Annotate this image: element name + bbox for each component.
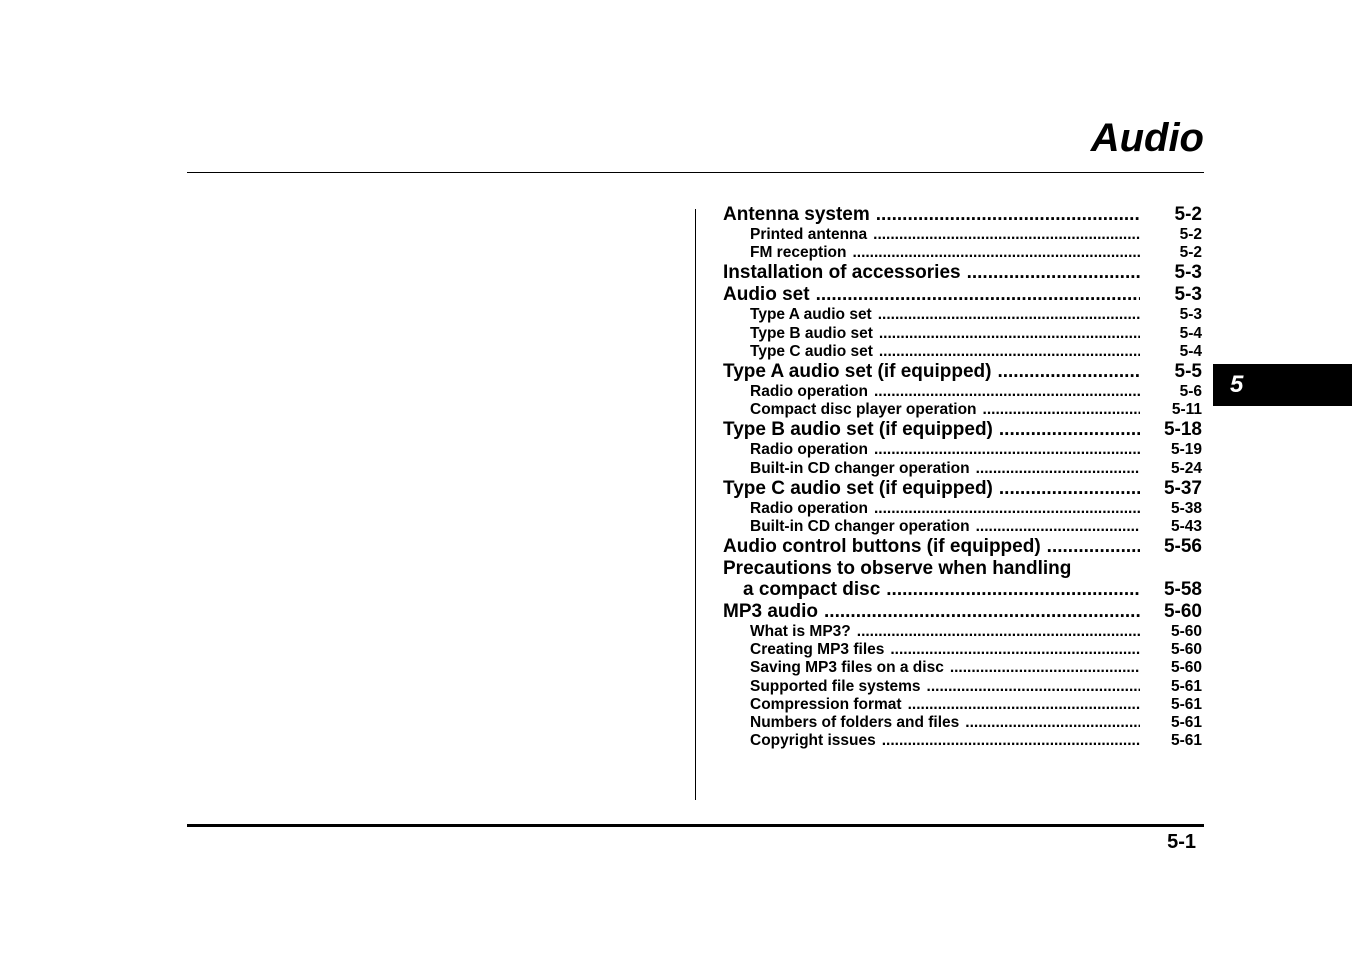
toc-entry-title: Radio operation [750,382,868,400]
toc-entry-title: Type C audio set (if equipped) [723,477,993,499]
toc-entry[interactable] [723,226,1203,244]
toc-leader-dots [872,306,1140,324]
toc-entry-page: 5-60 [1163,601,1202,623]
toc-entry[interactable] [723,419,1203,441]
toc-entry-title: Copyright issues [750,732,876,750]
toc-entry[interactable] [723,536,1203,558]
toc-entry-title: Numbers of folders and files [750,714,960,731]
toc-entry-page: 5-4 [1179,324,1202,342]
toc-entry[interactable] [723,678,1203,696]
toc-entry[interactable] [723,460,1203,478]
toc-leader-dots [867,226,1140,244]
toc-entry-page: 5-38 [1170,499,1202,517]
toc-entry[interactable] [723,500,1203,518]
toc-leader-dots [868,441,1140,459]
toc-entry[interactable] [723,623,1203,641]
toc-entry[interactable] [723,601,1203,623]
toc-leader-dots [902,696,1140,714]
toc-entry-page: 5-6 [1179,382,1202,400]
toc-entry[interactable] [723,696,1203,714]
toc-entry-title: Precautions to observe when handling [723,558,1072,580]
toc-entry-title: a compact disc [743,579,881,601]
toc-leader-dots [977,401,1140,419]
toc-entry-page: 5-18 [1163,419,1202,441]
toc-entry-page: 5-61 [1170,714,1202,731]
toc-leader-dots [961,262,1140,284]
toc-entry-title: Type A audio set [750,306,872,324]
toc-entry-page: 5-43 [1170,517,1202,535]
toc-entry[interactable] [723,641,1203,659]
toc-leader-dots [870,204,1140,226]
toc-entry-title: Type A audio set (if equipped) [723,360,992,382]
toc-entry-page: 5-3 [1174,262,1202,284]
chapter-title: Audio [1090,116,1204,160]
toc-entry-title: Type B audio set (if equipped) [723,419,993,441]
toc-leader-dots [851,623,1140,641]
toc-entry-title: What is MP3? [750,623,851,641]
toc-entry-page: 5-61 [1170,732,1202,750]
toc-leader-dots [921,678,1140,696]
toc-entry-page: 5-2 [1174,204,1202,225]
toc-entry-page: 5-60 [1170,623,1202,641]
toc-entry-page: 5-60 [1170,641,1202,659]
toc-entry-title: FM reception [750,244,847,262]
toc-entry-title: Supported file systems [750,677,921,695]
toc-entry-page: 5-2 [1179,226,1202,243]
toc-entry-page: 5-4 [1179,342,1202,360]
toc-entry-page: 5-60 [1170,659,1202,677]
toc-leader-dots [970,460,1140,478]
top-rule [187,172,1204,173]
table-of-contents [723,204,1203,750]
toc-entry-title: Compression format [750,695,902,713]
toc-entry-page: 5-61 [1170,677,1202,695]
column-divider [695,209,696,800]
toc-entry[interactable] [723,244,1203,262]
toc-entry[interactable] [723,659,1203,677]
chapter-tab-number: 5 [1230,371,1244,398]
toc-leader-dots [876,732,1140,750]
toc-leader-dots [944,659,1140,677]
toc-entry-title: Type C audio set [750,342,873,360]
toc-entry-title: MP3 audio [723,601,819,623]
toc-leader-dots [1041,536,1140,558]
toc-entry[interactable] [723,361,1203,383]
toc-entry-page: 5-5 [1174,360,1202,382]
toc-entry-title: Installation of accessories [723,262,961,284]
toc-entry-page: 5-56 [1163,536,1202,558]
toc-entry[interactable] [723,383,1203,401]
toc-entry[interactable] [723,284,1203,306]
toc-leader-dots [970,518,1140,536]
toc-entry[interactable] [723,325,1203,343]
toc-entry[interactable] [723,204,1203,226]
toc-leader-dots [873,343,1140,361]
toc-entry-page: 5-2 [1179,244,1202,262]
toc-leader-dots [993,478,1140,500]
toc-leader-dots [818,601,1140,623]
toc-entry[interactable] [723,478,1203,500]
toc-entry-page: 5-58 [1163,579,1202,601]
toc-leader-dots [959,714,1140,732]
toc-entry-page: 5-37 [1163,477,1202,499]
toc-entry[interactable] [723,401,1203,419]
toc-entry-title: Built-in CD changer operation [750,517,970,535]
toc-entry-title: Compact disc player operation [750,401,977,419]
toc-entry[interactable] [723,714,1203,732]
toc-entry[interactable] [723,732,1203,750]
toc-leader-dots [880,579,1140,601]
toc-leader-dots [846,244,1140,262]
toc-entry-title: Radio operation [750,441,868,459]
toc-entry-page: 5-3 [1179,306,1202,324]
toc-leader-dots [868,500,1140,518]
toc-entry-title: Antenna system [723,204,870,225]
page-number: 5-1 [1167,831,1196,853]
toc-entry[interactable] [723,343,1203,361]
toc-entry-page: 5-3 [1174,284,1202,306]
toc-leader-dots [884,641,1140,659]
toc-entry[interactable] [723,262,1203,284]
toc-entry-title: Type B audio set [750,324,873,342]
toc-entry[interactable] [723,441,1203,459]
toc-leader-dots [993,419,1140,441]
toc-entry-page: 5-61 [1170,695,1202,713]
toc-entry[interactable] [723,306,1203,324]
toc-leader-dots [991,361,1140,383]
toc-entry[interactable] [723,579,1203,601]
toc-leader-dots [873,325,1140,343]
toc-entry[interactable] [723,518,1203,536]
toc-entry-page: 5-24 [1170,459,1202,477]
toc-entry-title: Radio operation [750,499,868,517]
toc-entry-title: Creating MP3 files [750,641,885,659]
toc-entry-title: Audio control buttons (if equipped) [723,536,1041,558]
bottom-rule [187,824,1204,827]
toc-entry-title: Printed antenna [750,226,868,243]
toc-entry-page: 5-19 [1170,441,1202,459]
toc-leader-dots [868,383,1140,401]
toc-entry-title: Saving MP3 files on a disc [750,659,944,677]
toc-entry-title: Audio set [723,284,810,306]
toc-leader-dots [810,284,1140,306]
toc-entry[interactable] [723,558,1203,579]
chapter-tab[interactable] [1213,364,1352,406]
toc-entry-title: Built-in CD changer operation [750,459,970,477]
toc-entry-page: 5-11 [1171,401,1202,419]
